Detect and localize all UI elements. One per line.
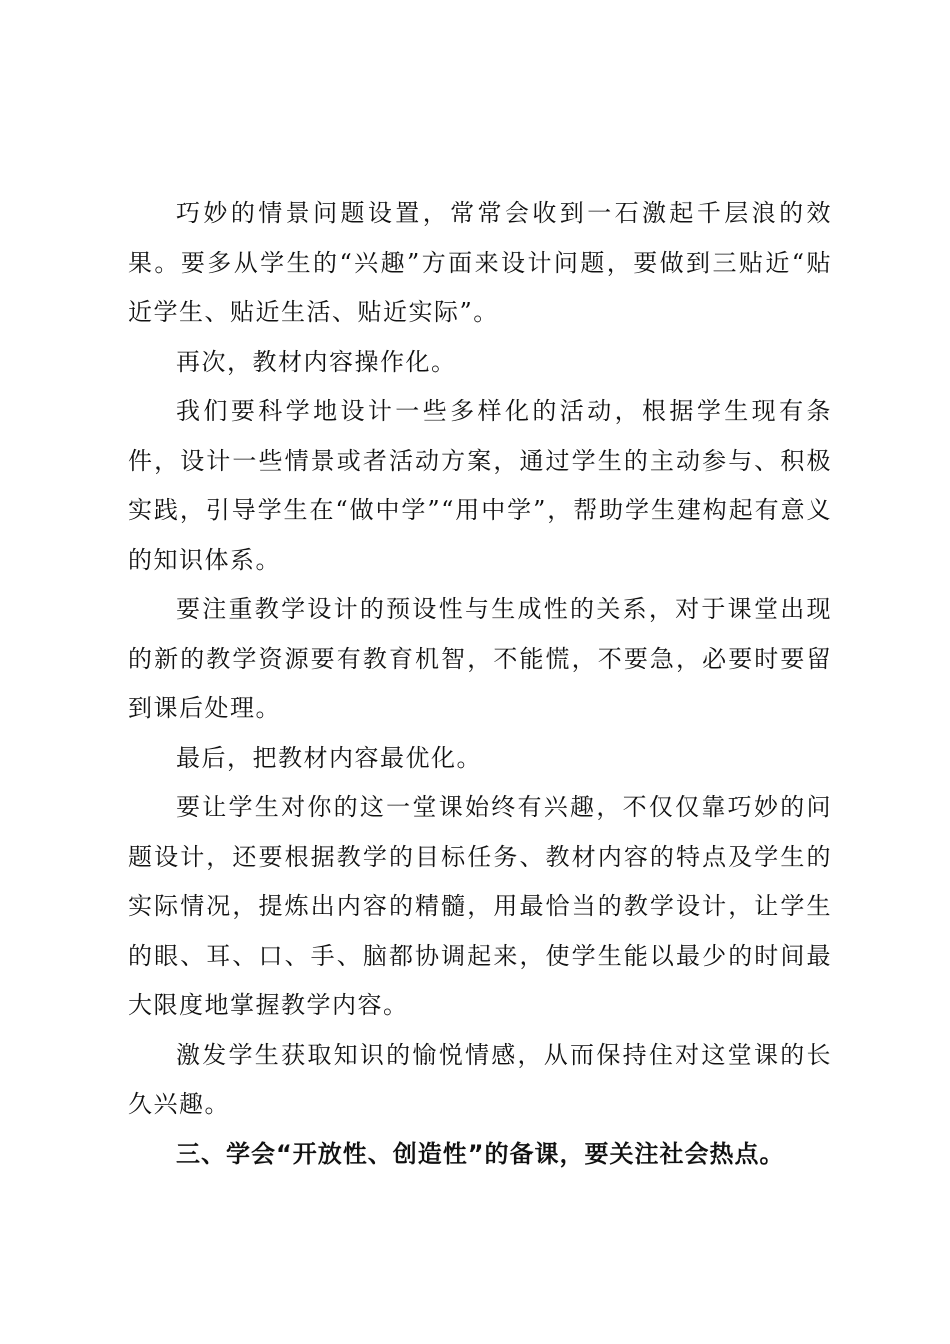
document-body [128,189,832,1179]
section-heading: 三、学会“开放性、创造性”的备课，要关注社会热点。 [176,1139,785,1168]
paragraph-keep-interest: 要让学生对你的这一堂课始终有兴趣，不仅仅靠巧妙的问题设计，还要根据教学的目标任务、教材内容的特点及学生的实际情况，提炼出内容的精髓，用最恰当的教学设计，让学生的眼、耳、口、手、脑都协调起来，使学生能以最少的时间最大限度地掌握教学内容。 [128,793,832,1019]
paragraph-activity-design: 我们要科学地设计一些多样化的活动，根据学生现有条件，设计一些情景或者活动方案，通过学生的主动参与、积极实践，引导学生在“做中学”“用中学”，帮助学生建构起有意义的知识体系。 [128,397,832,574]
paragraph-joyful-emotion: 激发学生获取知识的愉悦情感，从而保持住对这堂课的长久兴趣。 [128,1040,832,1118]
paragraph-preset-generative: 要注重教学设计的预设性与生成性的关系，对于课堂出现的新的教学资源要有教育机智，不能慌，不要急，必要时要留到课后处理。 [128,595,832,722]
paragraph-situational-questions: 巧妙的情景问题设置，常常会收到一石激起千层浪的效果。要多从学生的“兴趣”方面来设计问题，要做到三贴近“贴近学生、贴近生活、贴近实际”。 [128,199,832,326]
paragraph-operational-content: 再次，教材内容操作化。 [176,347,457,376]
paragraph-optimize-content: 最后，把教材内容最优化。 [176,743,482,772]
